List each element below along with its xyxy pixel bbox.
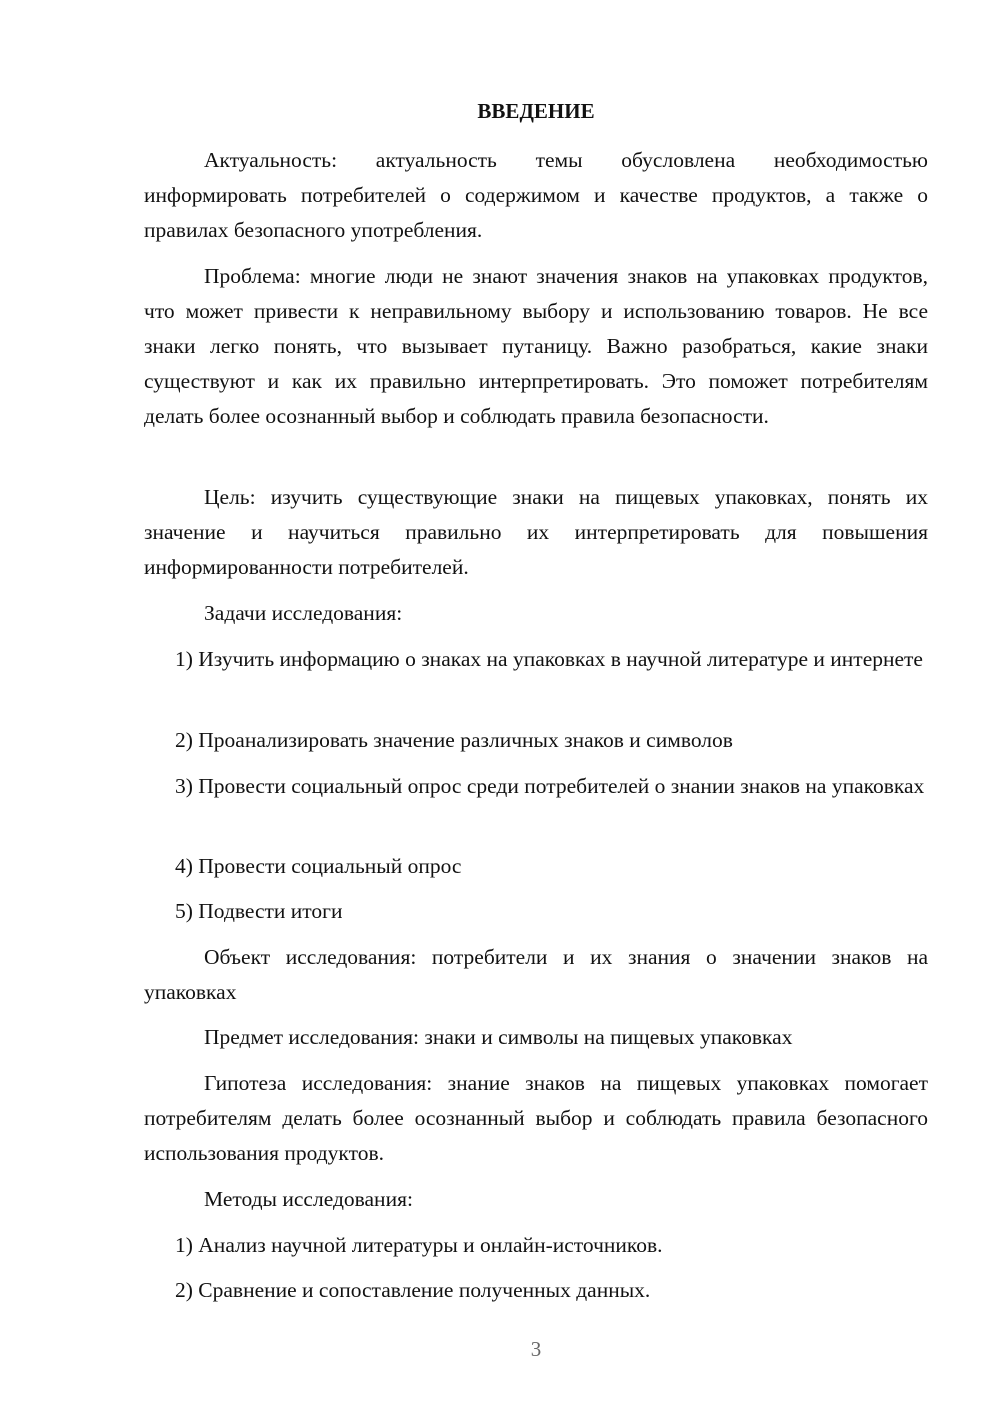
task-item-2: 2) Проанализировать значение различных знаков и символов (175, 728, 733, 752)
task-item-3: 3) Провести социальный опрос среди потребителей о знании знаков на упаковках (175, 774, 925, 798)
relevance-paragraph: Актуальность: актуальность темы обусловлена необходимостью информировать потребителей о содержимом и качестве продуктов, а также о правилах безопасного употребления. (144, 148, 928, 242)
task-item-4: 4) Провести социальный опрос (175, 854, 462, 878)
tasks-heading: Задачи исследования: (204, 601, 403, 625)
hypothesis-paragraph: Гипотеза исследования: знание знаков на пищевых упаковках помогает потребителям делать более осознанный выбор и соблюдать правила безопасного использования продуктов. (144, 1071, 928, 1165)
subject-paragraph: Предмет исследования: знаки и символы на пищевых упаковках (204, 1025, 793, 1049)
problem-paragraph: Проблема: многие люди не знают значения знаков на упаковках продуктов, что может привести к неправильному выбору и использованию товаров. Не все знаки легко понять, что вызывает путаницу. Важно разобраться, какие знаки существуют и как их правильно интерпретировать. Это поможет потребителям делать более осознанный выбор и соблюдать правила безопасности. (144, 264, 928, 428)
page-number: 3 (530, 1337, 542, 1361)
methods-heading: Методы исследования: (204, 1187, 413, 1211)
method-item-2: 2) Сравнение и сопоставление полученных данных. (175, 1278, 651, 1302)
task-item-1: 1) Изучить информацию о знаках на упаковках в научной литературе и интернете (175, 647, 923, 671)
goal-paragraph: Цель: изучить существующие знаки на пищевых упаковках, понять их значение и научиться правильно их интерпретировать для повышения информированности потребителей. (144, 485, 928, 579)
task-item-5: 5) Подвести итоги (175, 899, 343, 923)
object-paragraph: Объект исследования: потребители и их знания о значении знаков на упаковках (144, 945, 928, 1004)
method-item-1: 1) Анализ научной литературы и онлайн-источников. (175, 1233, 663, 1257)
page-title: ВВЕДЕНИЕ (477, 99, 595, 123)
